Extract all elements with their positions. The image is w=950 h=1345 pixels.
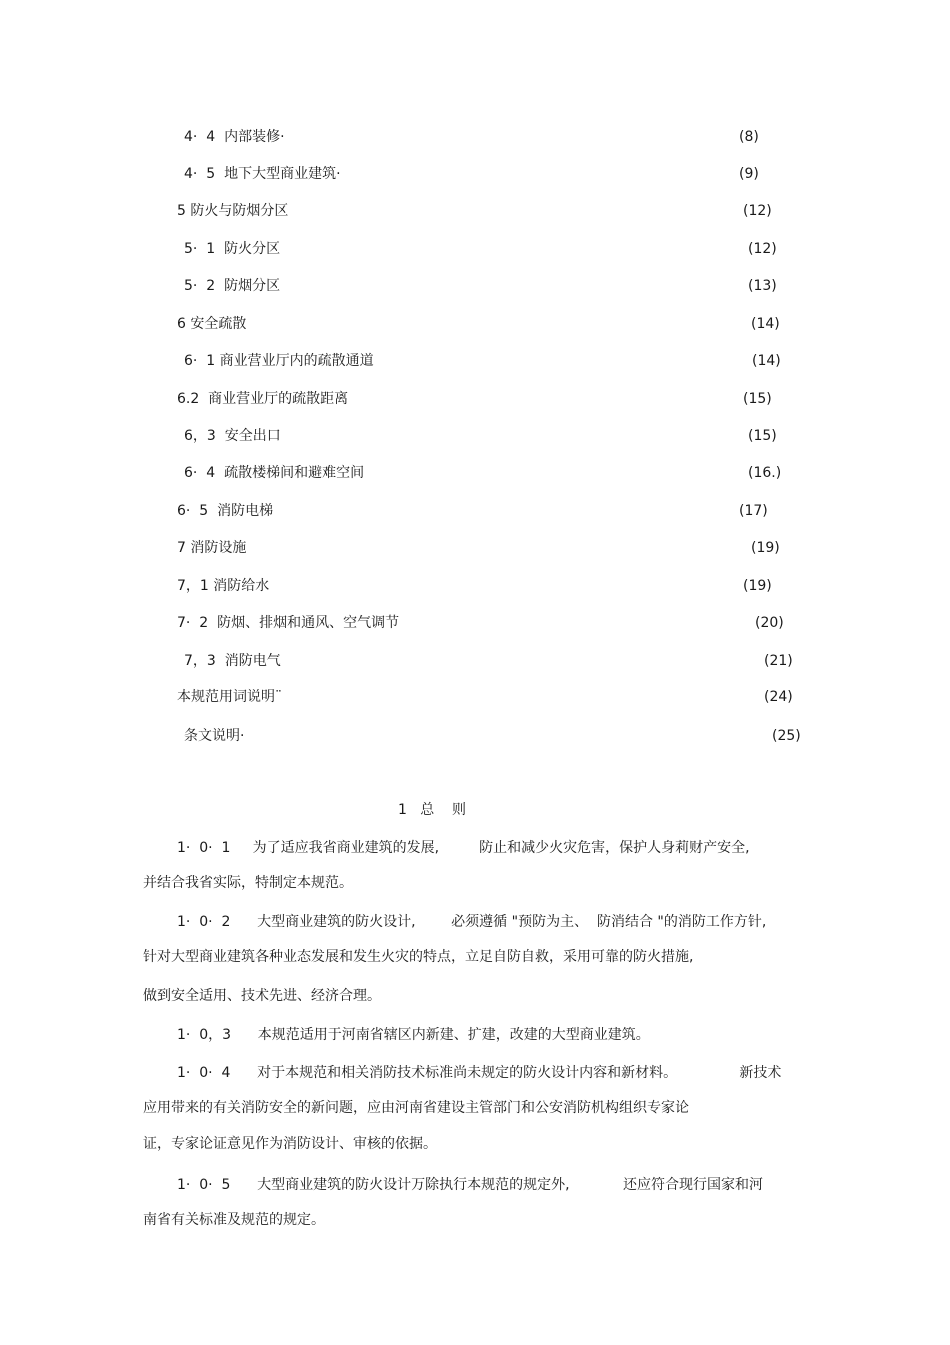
toc-item-page: (14) — [751, 316, 780, 332]
paragraph-line: 并结合我省实际，特制定本规范。 — [143, 875, 353, 891]
toc-item-label: 5 防火与防烟分区 — [177, 203, 289, 219]
toc-item-label: 7，1 消防给水 — [177, 578, 270, 594]
toc-item-label: 7· 2 防烟、排烟和通风、空气调节 — [177, 615, 400, 631]
paragraph-line: 南省有关标准及规范的规定。 — [143, 1212, 325, 1228]
toc-item-page: (25) — [772, 728, 801, 744]
toc-item-page: (16.) — [748, 465, 782, 481]
toc-item-page: (24) — [764, 689, 793, 705]
toc-item-label: 条文说明· — [184, 728, 245, 744]
paragraph-line: 针对大型商业建筑各种业态发展和发生火灾的特点，立足自防自救，采用可靠的防火措施, — [143, 949, 694, 965]
toc-item-page: (9) — [739, 166, 759, 182]
paragraph-line: 1· 0· 5 大型商业建筑的防火设计万除执行本规范的规定外, 还应符合现行国家和河 — [177, 1177, 763, 1193]
toc-item-page: (15) — [743, 391, 772, 407]
toc-item-page: (20) — [755, 615, 784, 631]
toc-item-page: (12) — [743, 203, 772, 219]
paragraph-line: 1· 0· 2 大型商业建筑的防火设计, 必须遵循 "预防为主、 防消结合 "的消防工作方针, — [177, 914, 767, 930]
toc-item-label: 7，3 消防电气 — [184, 653, 281, 669]
toc-item-label: 本规范用词说明¨ — [177, 689, 282, 705]
paragraph-line: 1· 0· 1 为了适应我省商业建筑的发展, 防止和减少火灾危害，保护人身莉财产安全, — [177, 840, 750, 856]
toc-item-page: (21) — [764, 653, 793, 669]
toc-item-page: (19) — [743, 578, 772, 594]
toc-item-label: 6· 1 商业营业厅内的疏散通道 — [184, 353, 374, 369]
toc-item-label: 6，3 安全出口 — [184, 428, 281, 444]
toc-item-label: 6· 5 消防电梯 — [177, 503, 274, 519]
section-title: 1 总 则 — [398, 802, 467, 818]
toc-item-label: 7 消防设施 — [177, 540, 247, 556]
toc-item-label: 6.2 商业营业厅的疏散距离 — [177, 391, 349, 407]
paragraph-line: 证，专家论证意见作为消防设计、审核的依据。 — [143, 1136, 437, 1152]
toc-item-label: 4· 4 内部装修· — [184, 129, 285, 145]
toc-item-page: (17) — [739, 503, 768, 519]
paragraph-line: 1· 0，3 本规范适用于河南省辖区内新建、扩建，改建的大型商业建筑。 — [177, 1027, 650, 1043]
toc-item-label: 6 安全疏散 — [177, 316, 247, 332]
toc-item-page: (12) — [748, 241, 777, 257]
toc-item-label: 5· 2 防烟分区 — [184, 278, 281, 294]
toc-item-page: (19) — [751, 540, 780, 556]
toc-item-page: (8) — [739, 129, 759, 145]
paragraph-line: 做到安全适用、技术先进、经济合理。 — [143, 988, 381, 1004]
toc-item-label: 6· 4 疏散楼梯间和避难空间 — [184, 465, 365, 481]
toc-item-label: 4· 5 地下大型商业建筑· — [184, 166, 341, 182]
paragraph-line: 1· 0· 4 对于本规范和相关消防技术标准尚未规定的防火设计内容和新材料。 新技术 — [177, 1065, 782, 1081]
paragraph-line: 应用带来的有关消防安全的新问题，应由河南省建设主管部门和公安消防机构组织专家论 — [143, 1100, 689, 1116]
toc-item-page: (13) — [748, 278, 777, 294]
toc-item-page: (14) — [752, 353, 781, 369]
toc-item-label: 5· 1 防火分区 — [184, 241, 281, 257]
toc-item-page: (15) — [748, 428, 777, 444]
